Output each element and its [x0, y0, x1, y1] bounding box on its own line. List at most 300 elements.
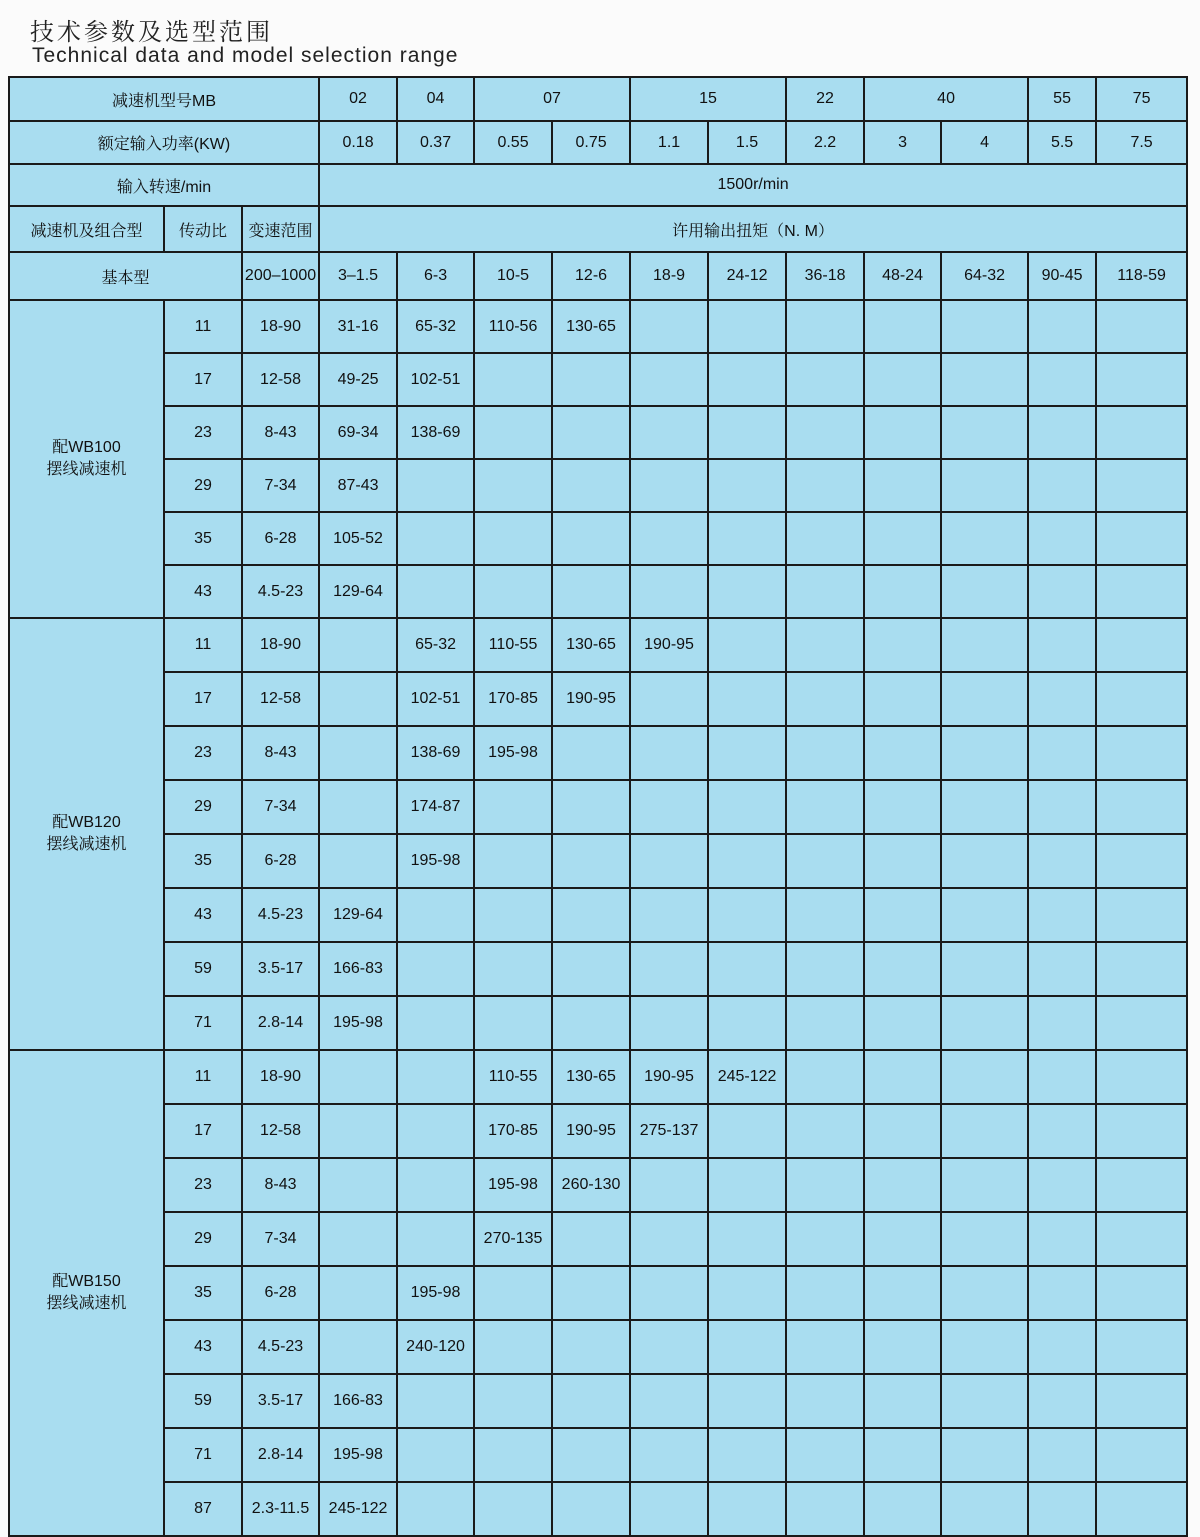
power-cell: 7.5 — [1096, 121, 1187, 164]
torque-cell — [319, 618, 397, 672]
torque-cell: 138-69 — [397, 726, 474, 780]
torque-cell — [552, 565, 630, 618]
table-row — [9, 618, 1187, 672]
torque-cell — [319, 1050, 397, 1104]
range-cell: 6-28 — [242, 512, 319, 565]
torque-cell — [941, 672, 1028, 726]
base-row — [9, 252, 1187, 300]
torque-cell: 260-130 — [552, 1158, 630, 1212]
torque-cell — [941, 406, 1028, 459]
torque-cell — [708, 459, 786, 512]
torque-cell: 195-98 — [474, 726, 552, 780]
torque-cell: 69-34 — [319, 406, 397, 459]
torque-cell — [1028, 780, 1096, 834]
torque-cell — [1096, 942, 1187, 996]
torque-cell: 110-55 — [474, 1050, 552, 1104]
torque-cell: 65-32 — [397, 618, 474, 672]
torque-cell: 190-95 — [630, 618, 708, 672]
group-name-cell — [9, 1050, 164, 1536]
torque-cell — [474, 353, 552, 406]
ratio-cell: 23 — [164, 1158, 242, 1212]
torque-cell — [786, 1374, 864, 1428]
torque-cell — [630, 726, 708, 780]
torque-cell — [708, 512, 786, 565]
model-cell: 75 — [1096, 77, 1187, 121]
torque-cell — [630, 942, 708, 996]
torque-cell — [941, 1482, 1028, 1536]
torque-cell — [397, 1374, 474, 1428]
torque-cell — [1028, 512, 1096, 565]
power-cell: 0.18 — [319, 121, 397, 164]
torque-cell — [1096, 1320, 1187, 1374]
torque-cell — [708, 1158, 786, 1212]
torque-cell — [708, 672, 786, 726]
table-row — [9, 1428, 1187, 1482]
torque-cell — [941, 353, 1028, 406]
speed-row — [9, 164, 1187, 206]
torque-cell: 130-65 — [552, 1050, 630, 1104]
ratio-cell: 59 — [164, 942, 242, 996]
group-name-line: 摆线减速机 — [46, 1295, 127, 1312]
table-row — [9, 942, 1187, 996]
range-cell: 7-34 — [242, 459, 319, 512]
torque-cell — [474, 1428, 552, 1482]
torque-cell — [552, 996, 630, 1050]
torque-cell — [1096, 618, 1187, 672]
model-cell: 55 — [1028, 77, 1096, 121]
ratio-cell: 35 — [164, 512, 242, 565]
base-value-cell: 24-12 — [708, 252, 786, 300]
torque-cell — [708, 300, 786, 353]
base-value-cell: 48-24 — [864, 252, 941, 300]
torque-cell — [941, 726, 1028, 780]
torque-cell — [474, 1482, 552, 1536]
torque-cell — [864, 1374, 941, 1428]
torque-cell — [1028, 1374, 1096, 1428]
group-name-line: 配WB150 — [52, 1273, 121, 1290]
range-cell: 18-90 — [242, 618, 319, 672]
torque-cell — [1028, 1104, 1096, 1158]
torque-cell: 49-25 — [319, 353, 397, 406]
torque-cell: 245-122 — [708, 1050, 786, 1104]
torque-cell — [1096, 1104, 1187, 1158]
torque-cell — [941, 618, 1028, 672]
base-value-cell: 6-3 — [397, 252, 474, 300]
torque-cell: 130-65 — [552, 300, 630, 353]
torque-cell — [552, 1212, 630, 1266]
ratio-cell: 17 — [164, 353, 242, 406]
torque-cell — [552, 406, 630, 459]
torque-cell: 195-98 — [474, 1158, 552, 1212]
model-cell: 02 — [319, 77, 397, 121]
range-cell: 2.8-14 — [242, 996, 319, 1050]
torque-cell — [397, 1482, 474, 1536]
torque-cell — [1096, 565, 1187, 618]
model-cell: 07 — [474, 77, 630, 121]
torque-cell — [941, 780, 1028, 834]
torque-cell: 129-64 — [319, 888, 397, 942]
torque-cell — [630, 1482, 708, 1536]
torque-cell — [708, 942, 786, 996]
range-cell: 6-28 — [242, 834, 319, 888]
torque-cell — [864, 1212, 941, 1266]
torque-cell — [786, 565, 864, 618]
torque-cell — [708, 996, 786, 1050]
torque-cell — [786, 1320, 864, 1374]
range-cell: 12-58 — [242, 353, 319, 406]
torque-cell — [1096, 1158, 1187, 1212]
torque-cell — [708, 726, 786, 780]
torque-cell — [864, 512, 941, 565]
ratio-cell: 11 — [164, 618, 242, 672]
range-cell: 7-34 — [242, 1212, 319, 1266]
torque-cell — [708, 780, 786, 834]
torque-cell: 195-98 — [319, 996, 397, 1050]
torque-cell — [941, 1212, 1028, 1266]
torque-cell — [708, 888, 786, 942]
ratio-cell: 29 — [164, 459, 242, 512]
speed-label: 输入转速/min — [9, 164, 319, 206]
torque-cell — [552, 1374, 630, 1428]
ratio-cell: 35 — [164, 1266, 242, 1320]
torque-cell — [474, 996, 552, 1050]
torque-cell — [319, 1104, 397, 1158]
torque-cell — [630, 565, 708, 618]
table-row — [9, 1320, 1187, 1374]
torque-cell — [319, 1320, 397, 1374]
torque-cell: 138-69 — [397, 406, 474, 459]
ratio-cell: 35 — [164, 834, 242, 888]
torque-cell — [708, 1374, 786, 1428]
torque-cell — [1096, 1482, 1187, 1536]
range-label: 变速范围 — [242, 206, 319, 252]
torque-cell — [474, 834, 552, 888]
power-cell: 1.1 — [630, 121, 708, 164]
torque-cell — [941, 1266, 1028, 1320]
torque-cell — [552, 888, 630, 942]
page-title-cn: 技术参数及选型范围 — [30, 18, 273, 46]
range-cell: 2.3-11.5 — [242, 1482, 319, 1536]
torque-cell — [552, 459, 630, 512]
torque-cell — [630, 353, 708, 406]
torque-cell — [941, 996, 1028, 1050]
torque-cell — [630, 834, 708, 888]
base-value-cell: 3–1.5 — [319, 252, 397, 300]
range-cell: 4.5-23 — [242, 1320, 319, 1374]
combo-label: 减速机及组合型 — [9, 206, 164, 252]
torque-cell — [708, 1266, 786, 1320]
torque-cell — [319, 1212, 397, 1266]
torque-cell — [941, 565, 1028, 618]
torque-cell — [630, 888, 708, 942]
torque-cell — [864, 1320, 941, 1374]
torque-cell — [864, 1266, 941, 1320]
table-row — [9, 726, 1187, 780]
torque-cell: 105-52 — [319, 512, 397, 565]
torque-cell — [397, 1212, 474, 1266]
table-row — [9, 834, 1187, 888]
table-row — [9, 1266, 1187, 1320]
page-title-en: Technical data and model selection range — [32, 44, 459, 67]
torque-cell: 31-16 — [319, 300, 397, 353]
torque-cell — [786, 726, 864, 780]
torque-cell — [397, 1428, 474, 1482]
torque-cell — [630, 406, 708, 459]
range-cell: 3.5-17 — [242, 942, 319, 996]
torque-cell — [708, 618, 786, 672]
table-row — [9, 1212, 1187, 1266]
torque-cell — [786, 459, 864, 512]
torque-cell — [397, 1104, 474, 1158]
table-row — [9, 1374, 1187, 1428]
torque-cell — [552, 780, 630, 834]
torque-cell — [786, 618, 864, 672]
ratio-cell: 29 — [164, 780, 242, 834]
range-cell: 18-90 — [242, 300, 319, 353]
torque-cell: 190-95 — [552, 672, 630, 726]
torque-cell — [786, 888, 864, 942]
torque-cell — [708, 1104, 786, 1158]
torque-cell — [1096, 726, 1187, 780]
torque-cell — [1028, 1158, 1096, 1212]
torque-cell — [397, 459, 474, 512]
group-name-cell — [9, 300, 164, 618]
torque-cell — [1096, 459, 1187, 512]
torque-cell — [397, 565, 474, 618]
torque-cell — [941, 834, 1028, 888]
table-row — [9, 888, 1187, 942]
torque-cell: 130-65 — [552, 618, 630, 672]
torque-cell — [941, 1158, 1028, 1212]
torque-cell: 166-83 — [319, 1374, 397, 1428]
torque-cell — [1028, 565, 1096, 618]
torque-cell: 110-55 — [474, 618, 552, 672]
base-value-cell: 12-6 — [552, 252, 630, 300]
torque-cell — [786, 996, 864, 1050]
torque-cell — [864, 888, 941, 942]
torque-cell — [474, 459, 552, 512]
torque-cell — [1096, 834, 1187, 888]
column-label-row — [9, 206, 1187, 252]
ratio-cell: 43 — [164, 888, 242, 942]
torque-cell — [941, 1428, 1028, 1482]
range-cell: 6-28 — [242, 1266, 319, 1320]
torque-cell — [786, 942, 864, 996]
torque-cell — [1028, 459, 1096, 512]
torque-cell — [1096, 996, 1187, 1050]
torque-cell: 195-98 — [319, 1428, 397, 1482]
torque-cell: 65-32 — [397, 300, 474, 353]
table-row — [9, 353, 1187, 406]
speed-value: 1500r/min — [319, 164, 1187, 206]
torque-cell — [630, 512, 708, 565]
ratio-cell: 59 — [164, 1374, 242, 1428]
torque-cell — [552, 1320, 630, 1374]
torque-cell — [1028, 834, 1096, 888]
torque-cell — [319, 672, 397, 726]
ratio-cell: 43 — [164, 565, 242, 618]
torque-cell — [552, 1482, 630, 1536]
torque-cell — [1096, 353, 1187, 406]
torque-cell — [630, 996, 708, 1050]
base-value-cell: 36-18 — [786, 252, 864, 300]
torque-cell — [397, 512, 474, 565]
torque-cell — [630, 1320, 708, 1374]
torque-cell — [1096, 512, 1187, 565]
torque-cell — [864, 1482, 941, 1536]
range-cell: 8-43 — [242, 406, 319, 459]
torque-cell — [1028, 618, 1096, 672]
torque-cell — [474, 406, 552, 459]
table-row — [9, 672, 1187, 726]
torque-cell: 102-51 — [397, 672, 474, 726]
torque-cell — [552, 1428, 630, 1482]
power-cell: 0.37 — [397, 121, 474, 164]
torque-cell — [786, 1050, 864, 1104]
torque-cell — [708, 565, 786, 618]
torque-cell — [1028, 1212, 1096, 1266]
power-cell: 3 — [864, 121, 941, 164]
torque-cell — [630, 1212, 708, 1266]
torque-cell — [864, 834, 941, 888]
torque-cell — [474, 1266, 552, 1320]
model-cell: 22 — [786, 77, 864, 121]
torque-cell — [1028, 1050, 1096, 1104]
base-value-cell: 90-45 — [1028, 252, 1096, 300]
torque-cell — [552, 726, 630, 780]
torque-cell: 87-43 — [319, 459, 397, 512]
ratio-cell: 23 — [164, 726, 242, 780]
base-value-cell: 64-32 — [941, 252, 1028, 300]
torque-cell — [1096, 672, 1187, 726]
torque-cell: 195-98 — [397, 1266, 474, 1320]
torque-cell — [1096, 300, 1187, 353]
model-cell: 04 — [397, 77, 474, 121]
table-row — [9, 1158, 1187, 1212]
torque-cell — [552, 1266, 630, 1320]
torque-cell — [474, 780, 552, 834]
torque-cell — [786, 1104, 864, 1158]
torque-cell — [474, 888, 552, 942]
torque-cell — [1028, 672, 1096, 726]
range-cell: 7-34 — [242, 780, 319, 834]
torque-cell — [941, 1104, 1028, 1158]
power-cell: 0.55 — [474, 121, 552, 164]
torque-cell — [864, 1158, 941, 1212]
torque-cell — [552, 834, 630, 888]
table-row — [9, 1050, 1187, 1104]
range-cell: 2.8-14 — [242, 1428, 319, 1482]
table-row — [9, 300, 1187, 353]
torque-cell: 275-137 — [630, 1104, 708, 1158]
torque-cell — [1028, 1482, 1096, 1536]
torque-cell — [474, 565, 552, 618]
range-cell: 12-58 — [242, 672, 319, 726]
ratio-cell: 17 — [164, 1104, 242, 1158]
torque-cell — [864, 672, 941, 726]
base-value-cell: 10-5 — [474, 252, 552, 300]
torque-cell — [397, 1050, 474, 1104]
torque-cell — [708, 1212, 786, 1266]
torque-cell — [319, 1266, 397, 1320]
torque-cell: 166-83 — [319, 942, 397, 996]
torque-cell — [1096, 406, 1187, 459]
group-name-cell — [9, 618, 164, 1050]
torque-cell — [786, 1482, 864, 1536]
group-name-line: 配WB120 — [52, 814, 121, 831]
torque-cell — [708, 1428, 786, 1482]
torque-cell — [1028, 996, 1096, 1050]
torque-cell — [864, 1104, 941, 1158]
table-row — [9, 406, 1187, 459]
torque-cell — [864, 726, 941, 780]
spec-table — [8, 76, 1188, 1537]
torque-cell — [864, 618, 941, 672]
torque-cell — [1028, 1266, 1096, 1320]
model-cell: 15 — [630, 77, 786, 121]
torque-cell — [1028, 1428, 1096, 1482]
torque-cell — [474, 512, 552, 565]
torque-cell — [1096, 1212, 1187, 1266]
torque-cell — [397, 888, 474, 942]
torque-cell: 129-64 — [319, 565, 397, 618]
torque-cell — [1096, 1428, 1187, 1482]
torque-cell: 110-56 — [474, 300, 552, 353]
torque-cell — [708, 1320, 786, 1374]
torque-cell: 195-98 — [397, 834, 474, 888]
ratio-cell: 23 — [164, 406, 242, 459]
ratio-cell: 87 — [164, 1482, 242, 1536]
torque-cell — [1028, 406, 1096, 459]
torque-cell — [786, 1428, 864, 1482]
torque-cell — [474, 1374, 552, 1428]
ratio-cell: 11 — [164, 300, 242, 353]
model-cell: 40 — [864, 77, 1028, 121]
torque-cell — [786, 300, 864, 353]
torque-cell: 170-85 — [474, 672, 552, 726]
torque-cell — [630, 1374, 708, 1428]
torque-cell — [786, 406, 864, 459]
table-row — [9, 996, 1187, 1050]
torque-cell — [864, 996, 941, 1050]
torque-cell — [552, 512, 630, 565]
power-cell: 0.75 — [552, 121, 630, 164]
torque-cell — [474, 1320, 552, 1374]
torque-cell — [1028, 1320, 1096, 1374]
torque-cell: 270-135 — [474, 1212, 552, 1266]
torque-cell — [941, 942, 1028, 996]
model-row — [9, 77, 1187, 121]
table-row — [9, 1104, 1187, 1158]
range-cell: 4.5-23 — [242, 888, 319, 942]
torque-cell — [864, 300, 941, 353]
torque-cell — [1028, 726, 1096, 780]
power-row — [9, 121, 1187, 164]
torque-cell — [708, 1482, 786, 1536]
torque-cell — [864, 1050, 941, 1104]
torque-cell — [1028, 300, 1096, 353]
group-name-line: 摆线减速机 — [46, 461, 127, 478]
torque-cell — [397, 942, 474, 996]
group-name-line: 摆线减速机 — [46, 836, 127, 853]
torque-cell — [319, 1158, 397, 1212]
base-label: 基本型 — [9, 252, 242, 300]
ratio-label: 传动比 — [164, 206, 242, 252]
torque-cell: 174-87 — [397, 780, 474, 834]
group-name-line: 配WB100 — [52, 439, 121, 456]
base-value-cell: 18-9 — [630, 252, 708, 300]
torque-cell: 170-85 — [474, 1104, 552, 1158]
